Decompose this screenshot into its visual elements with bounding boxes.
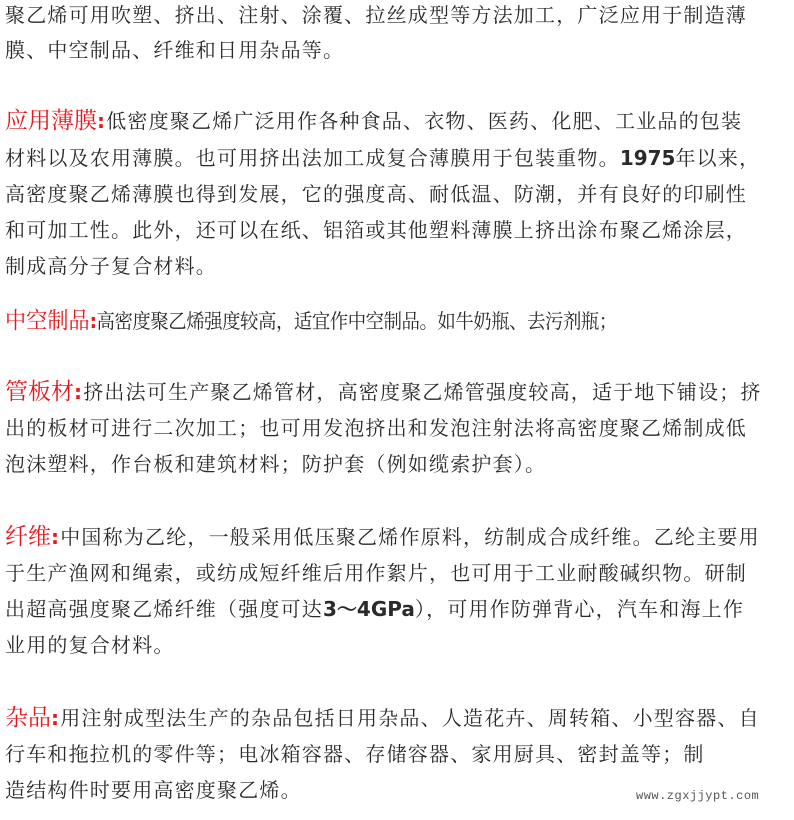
section-heading: 杂品 (5, 705, 51, 731)
section-sundries-line-2: 行车和拖拉机的零件等；电冰箱容器、存储容器、家用厨具、密封盖等；制 (5, 742, 705, 766)
section-text: 高密度聚乙烯强度较高，适宜作中空制品。如牛奶瓶、去污剂瓶； (96, 309, 617, 333)
section-heading: 管板材 (5, 379, 74, 405)
section-film-line-5: 制成高分子复合材料。 (5, 254, 217, 278)
section-text: ），可用作防弹背心，汽车和海上作 (414, 597, 745, 621)
section-heading: 纤维 (5, 524, 51, 550)
strength-value: 3～4GPa (323, 597, 415, 621)
intro-line-1: 聚乙烯可用吹塑、挤出、注射、涂覆、拉丝成型等方法加工，广泛应用于制造薄 (5, 3, 747, 27)
section-text: 用注射成型法生产的杂品包括日用杂品、人造花卉、周转箱、小型容器、自 (60, 706, 760, 730)
section-text: 年以来， (675, 146, 761, 170)
section-text: 材料以及农用薄膜。也可用挤出法加工成复合薄膜用于包装重物。 (5, 146, 620, 170)
section-text: 出超高强度聚乙烯纤维（强度可达 (5, 597, 323, 621)
site-watermark: www.zgxjjypt.com (636, 789, 760, 803)
section-film-line-4: 和可加工性。此外，还可以在纸、铝箔或其他塑料薄膜上挤出涂布聚乙烯涂层， (5, 218, 747, 242)
section-sundries-line-3: 造结构件时要用高密度聚乙烯。 (5, 778, 302, 802)
heading-colon: : (97, 109, 107, 133)
section-film-line-2 (5, 146, 760, 170)
section-film-line-3: 高密度聚乙烯薄膜也得到发展，它的强度高、耐低温、防潮，并有良好的印刷性 (5, 182, 747, 206)
heading-colon: : (51, 525, 61, 549)
section-fiber-line-4: 业用的复合材料。 (5, 633, 175, 657)
section-film-line-1 (5, 109, 742, 133)
heading-colon: : (51, 706, 61, 730)
section-pipes-line-2: 出的板材可进行二次加工；也可用发泡挤出和发泡注射法将高密度聚乙烯制成低 (5, 416, 747, 440)
section-text: 挤出法可生产聚乙烯管材，高密度聚乙烯管强度较高，适于地下铺设；挤 (83, 380, 762, 404)
section-heading: 中空制品 (5, 308, 90, 334)
heading-colon: : (89, 309, 97, 333)
section-pipes-line-3: 泡沫塑料，作台板和建筑材料；防护套（例如缆索护套）。 (5, 452, 547, 476)
section-hollow-line-1 (5, 309, 617, 333)
section-fiber-line-2: 于生产渔网和绳索，或纺成短纤维后用作絮片，也可用于工业耐酸碱织物。研制 (5, 561, 747, 585)
section-sundries-line-1 (5, 706, 760, 730)
section-heading: 应用薄膜 (5, 108, 97, 134)
section-pipes-line-1 (5, 380, 762, 404)
year-number: 1975 (619, 146, 676, 170)
section-fiber-line-3 (5, 597, 744, 621)
section-fiber-line-1 (5, 525, 760, 549)
section-text: 低密度聚乙烯广泛用作各种食品、衣物、医药、化肥、工业品的包装 (106, 109, 743, 133)
intro-line-2: 膜、中空制品、纤维和日用杂品等。 (5, 38, 345, 62)
section-text: 中国称为乙纶，一般采用低压聚乙烯作原料，纺制成合成纤维。乙纶主要用 (60, 525, 760, 549)
heading-colon: : (74, 380, 84, 404)
